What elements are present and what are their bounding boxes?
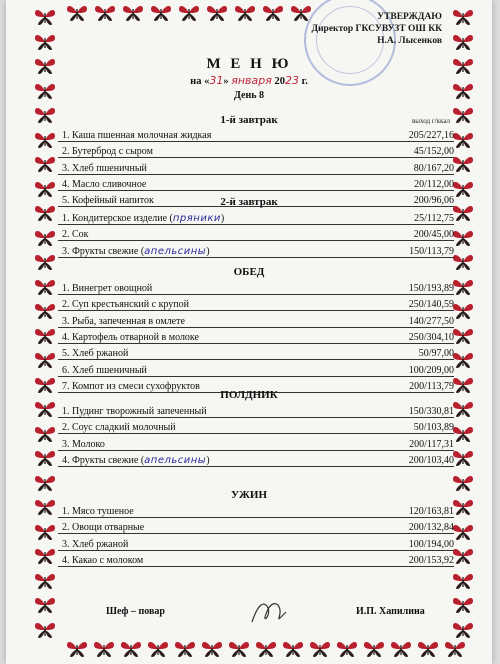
chef-name: И.П. Хапилина <box>356 606 425 617</box>
menu-item-value: 200/132,84 <box>408 522 454 534</box>
menu-item-row <box>58 227 454 241</box>
butterfly-icon <box>93 640 115 658</box>
butterfly-icon <box>66 4 88 22</box>
butterfly-icon <box>282 640 304 658</box>
menu-item-label: 3. Молоко <box>62 438 105 450</box>
butterfly-icon <box>174 640 196 658</box>
butterfly-icon <box>94 4 116 22</box>
butterfly-icon <box>34 302 56 320</box>
butterfly-icon <box>444 640 466 658</box>
menu-item-value: 150/193,89 <box>408 283 454 294</box>
handwritten-note: апельсины <box>144 245 207 257</box>
butterfly-icon <box>228 640 250 658</box>
butterfly-icon <box>34 155 56 173</box>
menu-item-row <box>58 281 454 295</box>
butterfly-icon <box>34 400 56 418</box>
menu-item-value: 200/45,00 <box>413 229 454 241</box>
menu-item-row <box>58 144 454 158</box>
menu-item-name <box>62 422 176 433</box>
butterfly-icon <box>417 640 439 658</box>
butterfly-icon <box>452 8 474 26</box>
menu-item-value: 250/304,10 <box>408 331 454 343</box>
menu-item-label: 1. Каша пшенная молочная жидкая <box>62 130 212 141</box>
butterfly-icon <box>336 640 358 658</box>
menu-item-label-tail: ) <box>206 245 210 257</box>
menu-item-value: 200/103,40 <box>408 454 454 466</box>
butterfly-icon <box>120 640 142 658</box>
menu-item-row <box>58 128 454 142</box>
menu-item-value: 200/117,31 <box>409 438 454 450</box>
butterfly-icon <box>34 449 56 467</box>
menu-item-label-tail: ) <box>206 454 210 466</box>
butterfly-icon <box>452 327 474 345</box>
menu-item-value: 205/227,16 <box>408 130 454 141</box>
menu-item-row <box>58 244 454 258</box>
butterfly-icon <box>34 572 56 590</box>
butterfly-icon <box>452 621 474 639</box>
butterfly-icon <box>34 131 56 149</box>
butterfly-icon <box>452 425 474 443</box>
menu-item-name <box>62 130 211 141</box>
date-prefix: на « <box>190 76 210 87</box>
chef-signature <box>244 594 294 630</box>
section-title: ОБЕД <box>233 266 265 278</box>
menu-item-row <box>58 453 454 467</box>
menu-item-value: 100/194,00 <box>408 538 454 550</box>
butterfly-icon <box>452 547 474 565</box>
handwritten-note: апельсины <box>144 454 207 466</box>
menu-item-label: 7. Компот из смеси сухофруктов <box>62 380 200 392</box>
menu-item-label: 5. Кофейный напиток <box>62 195 154 207</box>
section-title: УЖИН <box>230 489 268 501</box>
menu-item-name <box>62 522 144 533</box>
menu-item-name <box>62 539 128 550</box>
menu-item-name <box>62 365 147 376</box>
date-mid: » <box>223 76 229 87</box>
menu-item-value: 200/153,92 <box>408 554 454 566</box>
menu-item-row <box>58 177 454 191</box>
butterfly-icon <box>34 523 56 541</box>
menu-item-value: 250/140,59 <box>408 299 454 311</box>
menu-item-label: 2. Бутерброд с сыром <box>62 146 153 158</box>
menu-item-label: 6. Хлеб пшеничный <box>62 364 147 376</box>
butterfly-icon <box>66 640 88 658</box>
day-label: День 8 <box>234 90 264 101</box>
menu-item-row <box>58 330 454 344</box>
butterfly-icon <box>452 131 474 149</box>
menu-item-row <box>58 314 454 328</box>
butterfly-icon <box>234 4 256 22</box>
butterfly-icon <box>452 33 474 51</box>
chef-label: Шеф – повар <box>106 606 165 617</box>
page-title: М Е Н Ю <box>206 56 292 72</box>
menu-item-name <box>62 246 210 257</box>
menu-item-name <box>62 316 185 327</box>
menu-item-name <box>62 283 152 294</box>
menu-item-value: 200/96,06 <box>413 195 454 207</box>
butterfly-icon <box>34 8 56 26</box>
butterfly-icon <box>34 621 56 639</box>
menu-item-value: 25/112,75 <box>414 213 454 224</box>
menu-item-label: 4. Картофель отварной в молоке <box>62 331 199 343</box>
butterfly-icon <box>452 351 474 369</box>
menu-item-value: 200/113,79 <box>409 380 454 392</box>
menu-item-row <box>58 297 454 311</box>
date-year-suffix: 23 <box>284 74 299 87</box>
menu-item-name <box>62 555 143 566</box>
menu-item-value: 50/103,89 <box>413 422 454 434</box>
menu-item-label: 4. Какао с молоком <box>62 554 144 566</box>
menu-item-row <box>58 520 454 534</box>
butterfly-icon <box>363 640 385 658</box>
menu-item-label: 3. Рыба, запеченная в омлете <box>62 315 185 327</box>
menu-item-label: 2. Суп крестьянский с крупой <box>62 299 190 311</box>
menu-item-row <box>58 346 454 360</box>
menu-item-label: 4. Масло сливочное <box>62 178 147 190</box>
menu-item-value: 20/112,00 <box>414 178 454 190</box>
menu-item-value: 120/163,81 <box>408 506 454 517</box>
menu-item-value: 140/277,50 <box>408 315 454 327</box>
menu-item-name <box>62 332 199 343</box>
butterfly-icon <box>201 640 223 658</box>
menu-item-name <box>62 348 128 359</box>
menu-item-row <box>58 363 454 377</box>
date-year-prefix: 20 <box>274 76 285 87</box>
butterfly-icon <box>34 278 56 296</box>
butterfly-icon <box>452 449 474 467</box>
units-header: выход г/ккал <box>411 117 450 125</box>
menu-item-name <box>62 506 134 517</box>
menu-item-row <box>58 553 454 567</box>
butterfly-icon <box>452 278 474 296</box>
butterfly-icon <box>34 33 56 51</box>
menu-item-value: 80/167,20 <box>413 162 454 174</box>
menu-item-label: 1. Кондитерское изделие ( <box>62 213 173 224</box>
menu-item-value: 150/330,81 <box>408 406 454 417</box>
butterfly-icon <box>452 180 474 198</box>
butterfly-icon <box>390 640 412 658</box>
menu-item-label: 2. Овощи отварные <box>62 522 145 534</box>
menu-item-name <box>62 455 210 466</box>
menu-item-name <box>62 406 207 417</box>
approval-name: Н.А. Лысенков <box>377 36 442 46</box>
butterfly-icon <box>452 302 474 320</box>
menu-sheet <box>6 0 492 664</box>
menu-item-row <box>58 437 454 451</box>
butterfly-icon <box>34 327 56 345</box>
handwritten-note: пряники <box>172 213 221 224</box>
menu-item-label: 3. Хлеб ржаной <box>62 538 129 550</box>
butterfly-icon <box>452 596 474 614</box>
menu-item-label: 1. Винегрет овощной <box>62 283 153 294</box>
butterfly-icon <box>147 640 169 658</box>
section-title: ПОЛДНИК <box>220 389 278 401</box>
butterfly-icon <box>34 351 56 369</box>
section-title: 2-й завтрак <box>220 196 278 208</box>
butterfly-icon <box>452 523 474 541</box>
menu-item-label: 1. Мясо тушеное <box>62 506 134 517</box>
menu-item-label: 3. Хлеб пшеничный <box>62 162 147 174</box>
date-day: 31 <box>209 74 224 87</box>
butterfly-icon <box>255 640 277 658</box>
menu-item-label: 2. Соус сладкий молочный <box>62 422 176 434</box>
menu-item-name <box>62 146 153 157</box>
butterfly-icon <box>452 229 474 247</box>
butterfly-icon <box>122 4 144 22</box>
menu-item-label: 4. Фрукты свежие ( <box>62 454 145 466</box>
menu-item-name <box>62 213 224 224</box>
menu-item-label: 5. Хлеб ржаной <box>62 348 129 360</box>
menu-item-name <box>62 229 89 240</box>
butterfly-icon <box>309 640 331 658</box>
menu-item-name <box>62 163 147 174</box>
menu-item-row <box>58 404 454 418</box>
butterfly-icon <box>34 229 56 247</box>
menu-item-value: 150/113,79 <box>409 245 454 257</box>
butterfly-icon <box>452 155 474 173</box>
butterfly-icon <box>178 4 200 22</box>
menu-item-name <box>62 439 105 450</box>
butterfly-icon <box>452 572 474 590</box>
section-title: 1-й завтрак <box>220 114 278 126</box>
menu-item-name <box>62 299 189 310</box>
menu-item-row <box>58 211 454 225</box>
menu-item-label: 3. Фрукты свежие ( <box>62 245 145 257</box>
menu-item-label: 1. Пудинг творожный запеченный <box>62 406 207 417</box>
menu-item-row <box>58 504 454 518</box>
menu-item-value: 100/209,00 <box>408 364 454 376</box>
date-month: января <box>231 74 272 87</box>
butterfly-icon <box>34 547 56 565</box>
approval-position: Директор ГКСУВУЗТ ОШ КК <box>311 24 442 34</box>
date-line <box>6 74 492 87</box>
menu-item-name <box>62 179 146 190</box>
menu-item-row <box>58 537 454 551</box>
butterfly-icon <box>262 4 284 22</box>
butterfly-icon <box>206 4 228 22</box>
menu-item-label: 2. Сок <box>62 229 89 241</box>
butterfly-icon <box>150 4 172 22</box>
menu-item-row <box>58 420 454 434</box>
approval-heading: УТВЕРЖДАЮ <box>377 12 442 22</box>
menu-item-value: 45/152,00 <box>413 146 454 158</box>
menu-item-label-tail: ) <box>220 213 225 224</box>
butterfly-icon <box>452 400 474 418</box>
menu-item-value: 50/97,00 <box>418 348 454 360</box>
butterfly-icon <box>34 596 56 614</box>
butterfly-icon <box>34 180 56 198</box>
menu-item-row <box>58 161 454 175</box>
butterfly-icon <box>34 425 56 443</box>
date-suffix: г. <box>301 76 308 87</box>
